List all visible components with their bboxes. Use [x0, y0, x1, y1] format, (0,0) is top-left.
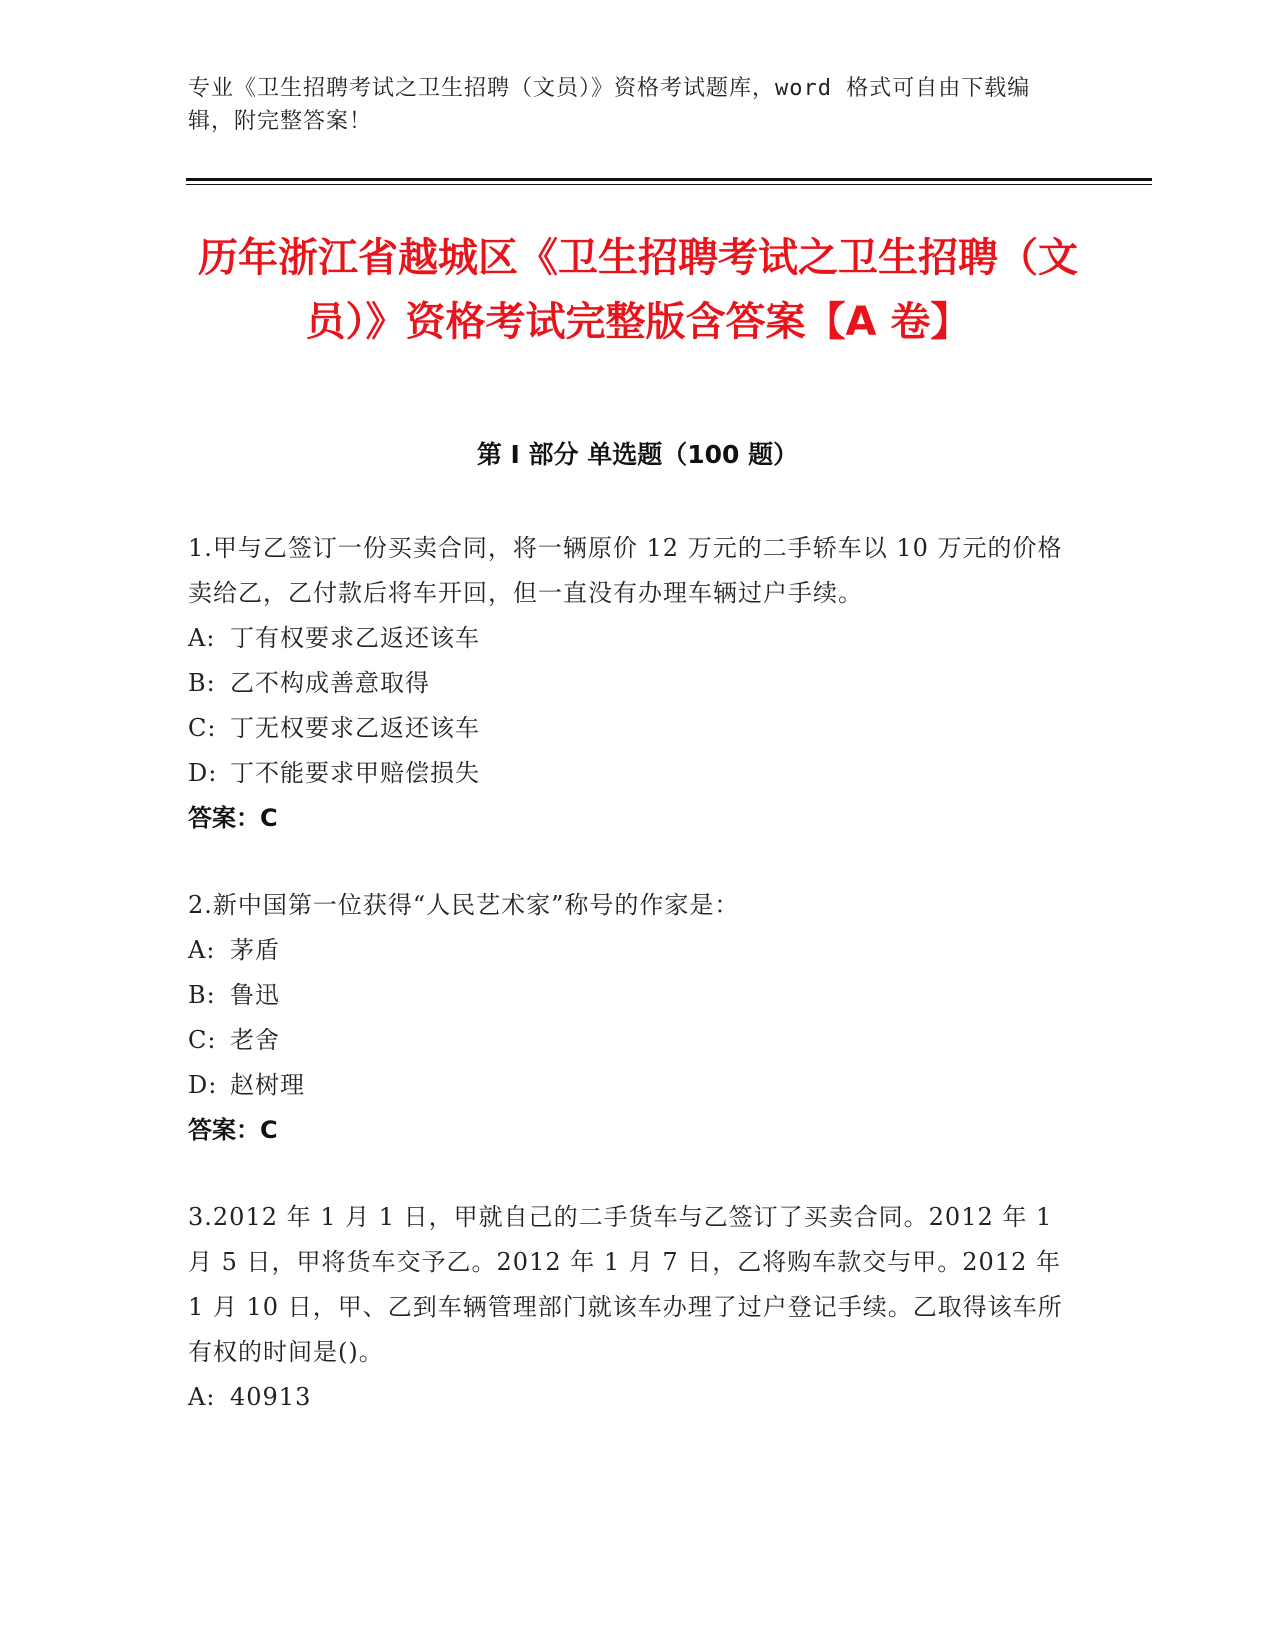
option-item [188, 1063, 1068, 1108]
question-3 [188, 1195, 1068, 1420]
option-item [188, 1375, 1068, 1420]
document-title: 历年浙江省越城区《卫生招聘考试之卫生招聘（文员）》资格考试完整版含答案【A 卷】 [198, 235, 1078, 345]
question-stem: 3.2012 年 1 月 1 日，甲就自己的二手货车与乙签订了买卖合同。2012 年 1 月 5 日，甲将货车交予乙。2012 年 1 月 7 日，乙将购车款交与甲。2012 年 1 月 10 日，甲、乙到车辆管理部门就该车办理了过户登记手续。乙取得该车所有权的时间是()。 [188, 1203, 1063, 1366]
option-item [188, 1018, 1068, 1063]
answer-line [188, 796, 1068, 841]
option-text: 丁无权要求乙返还该车 [230, 714, 480, 742]
question-list [188, 526, 1068, 1462]
option-text: 茅盾 [230, 936, 280, 964]
answer-value: C [260, 1116, 278, 1144]
option-item [188, 973, 1068, 1018]
option-item [188, 661, 1068, 706]
option-letter: A: [188, 624, 216, 652]
option-letter: C: [188, 1026, 217, 1054]
option-item [188, 616, 1068, 661]
option-text: 赵树理 [230, 1071, 305, 1099]
option-list [188, 1375, 1068, 1420]
header-divider-thick [186, 178, 1152, 181]
question-2 [188, 883, 1068, 1153]
answer-line [188, 1108, 1068, 1153]
option-item [188, 706, 1068, 751]
option-letter: A: [188, 1383, 216, 1411]
section-heading: 第 I 部分 单选题（100 题） [476, 440, 799, 469]
option-letter: D: [188, 759, 218, 787]
option-letter: A: [188, 936, 216, 964]
option-text: 老舍 [230, 1026, 280, 1054]
option-text: 40913 [230, 1383, 312, 1411]
answer-label: 答案： [188, 1116, 260, 1144]
header-note: 专业《卫生招聘考试之卫生招聘（文员）》资格考试题库，word 格式可自由下载编辑，附完整答案！ [188, 76, 1031, 134]
option-letter: C: [188, 714, 217, 742]
header-divider-thin [186, 184, 1152, 185]
option-letter: B: [188, 669, 216, 697]
option-text: 乙不构成善意取得 [230, 669, 430, 697]
answer-value: C [260, 804, 278, 832]
option-item [188, 928, 1068, 973]
answer-label: 答案： [188, 804, 260, 832]
question-stem: 2.新中国第一位获得“人民艺术家”称号的作家是： [188, 891, 740, 919]
option-letter: D: [188, 1071, 218, 1099]
option-text: 鲁迅 [230, 981, 280, 1009]
option-letter: B: [188, 981, 216, 1009]
option-text: 丁有权要求乙返还该车 [230, 624, 480, 652]
question-1 [188, 526, 1068, 841]
question-stem: 1.甲与乙签订一份买卖合同，将一辆原价 12 万元的二手轿车以 10 万元的价格卖给乙，乙付款后将车开回，但一直没有办理车辆过户手续。 [188, 534, 1063, 607]
option-text: 丁不能要求甲赔偿损失 [230, 759, 480, 787]
option-list [188, 616, 1068, 796]
option-item [188, 751, 1068, 796]
option-list [188, 928, 1068, 1108]
